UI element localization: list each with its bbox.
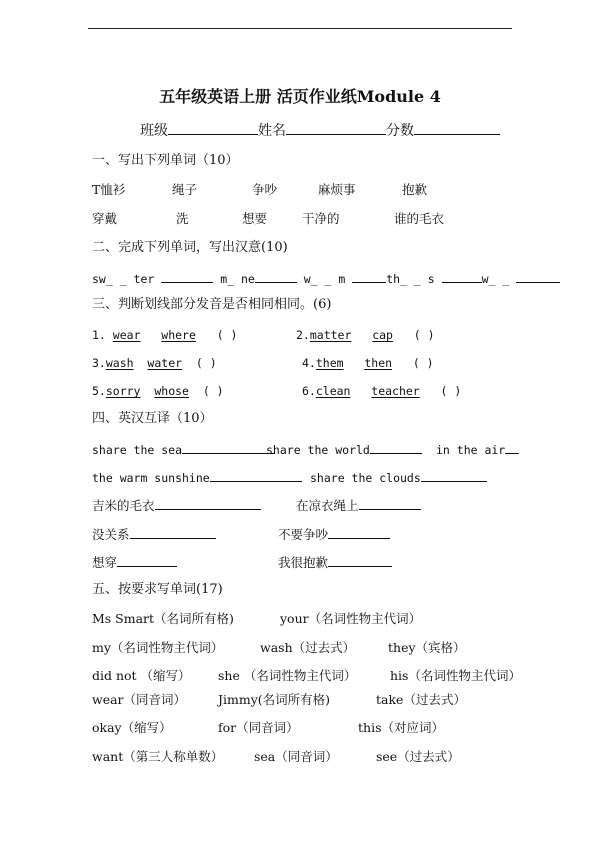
s3-answer[interactable]: ( ) bbox=[195, 356, 217, 370]
s3-num: 6. bbox=[302, 384, 316, 398]
s1-word: 想要 bbox=[242, 211, 268, 226]
s2-blank[interactable] bbox=[161, 270, 213, 283]
s5-item: they（宾格） bbox=[388, 640, 466, 655]
s1-word: T恤衫 bbox=[92, 182, 126, 197]
s1-word: 穿戴 bbox=[92, 211, 118, 226]
s2-blank[interactable] bbox=[352, 270, 386, 283]
info-line bbox=[140, 122, 500, 139]
class-label: 班级 bbox=[140, 123, 168, 139]
s1-word: 干净的 bbox=[302, 211, 340, 226]
s3-item bbox=[302, 383, 461, 399]
s4-text: share the world bbox=[266, 443, 370, 457]
s5-item: sea（同音词） bbox=[254, 749, 338, 764]
s3-answer[interactable]: ( ) bbox=[413, 328, 435, 342]
s4-text: 没关系 bbox=[92, 527, 130, 542]
s3-item bbox=[296, 327, 435, 343]
s3-item bbox=[302, 355, 434, 371]
s4-item bbox=[92, 497, 261, 514]
s2-item: sw_ _ ter bbox=[92, 272, 155, 286]
s5-item: okay（缩写） bbox=[92, 720, 172, 735]
s5-item: this（对应词） bbox=[358, 720, 444, 735]
s5-item: did not （缩写） bbox=[92, 668, 191, 683]
s3-word: sorry bbox=[105, 384, 141, 398]
s4-text: the warm sunshine bbox=[92, 471, 210, 485]
s4-item bbox=[92, 554, 177, 571]
s4-item bbox=[310, 469, 487, 486]
name-blank[interactable] bbox=[286, 122, 386, 135]
s4-blank[interactable] bbox=[117, 554, 177, 567]
top-rule bbox=[88, 28, 512, 29]
s5-item: my（名词性物主代词） bbox=[92, 640, 224, 655]
s1-word: 洗 bbox=[176, 211, 189, 226]
s4-blank[interactable] bbox=[505, 441, 519, 454]
section4-heading: 四、英汉互译（10） bbox=[92, 411, 213, 426]
s4-blank[interactable] bbox=[182, 441, 274, 454]
s3-num: 2. bbox=[296, 328, 310, 342]
s3-word: them bbox=[315, 356, 344, 370]
s2-items bbox=[92, 270, 560, 287]
s2-blank[interactable] bbox=[516, 270, 560, 283]
s3-answer[interactable]: ( ) bbox=[412, 356, 434, 370]
s5-item: Jimmy(名词所有格) bbox=[218, 692, 331, 707]
section3-heading: 三、判断划线部分发音是否相同相同。(6) bbox=[92, 297, 332, 312]
section5-heading: 五、按要求写单词(17) bbox=[92, 582, 223, 597]
section1-heading: 一、写出下列单词（10） bbox=[92, 153, 239, 168]
s3-answer[interactable]: ( ) bbox=[202, 384, 224, 398]
score-label: 分数 bbox=[386, 123, 414, 139]
s4-text: 我很抱歉 bbox=[278, 555, 329, 570]
s3-item bbox=[92, 383, 224, 399]
s5-item: she （名词性物主代词） bbox=[218, 668, 357, 683]
s4-blank[interactable] bbox=[155, 497, 261, 510]
s3-word: wear bbox=[112, 328, 141, 342]
s3-word: where bbox=[161, 328, 196, 342]
s4-item bbox=[436, 441, 519, 458]
s5-item: his（名词性物主代词） bbox=[390, 668, 521, 683]
class-blank[interactable] bbox=[168, 122, 258, 135]
s5-item: take（过去式） bbox=[376, 692, 466, 707]
s4-item bbox=[92, 469, 302, 486]
s1-word: 抱歉 bbox=[402, 182, 428, 197]
s2-blank[interactable] bbox=[442, 270, 482, 283]
s4-item bbox=[266, 441, 422, 458]
score-blank[interactable] bbox=[414, 122, 500, 135]
s1-word: 谁的毛衣 bbox=[394, 211, 445, 226]
s4-blank[interactable] bbox=[210, 469, 302, 482]
s4-text: 吉米的毛衣 bbox=[92, 498, 155, 513]
s4-blank[interactable] bbox=[328, 554, 392, 567]
s5-item: for（同音词） bbox=[218, 720, 299, 735]
s3-word: cap bbox=[372, 328, 393, 342]
s4-item bbox=[296, 497, 421, 514]
s5-item: wear（同音词） bbox=[92, 692, 187, 707]
s3-answer[interactable]: ( ) bbox=[216, 328, 238, 342]
s1-word: 绳子 bbox=[172, 182, 198, 197]
s3-word: whose bbox=[154, 384, 189, 398]
s3-item bbox=[92, 355, 217, 371]
s4-item bbox=[92, 441, 274, 458]
s4-item bbox=[278, 554, 392, 571]
s4-text: 想穿 bbox=[92, 555, 118, 570]
s4-blank[interactable] bbox=[421, 469, 487, 482]
name-label: 姓名 bbox=[258, 123, 286, 139]
page-title: 五年级英语上册 活页作业纸Module 4 bbox=[159, 87, 441, 106]
s4-blank[interactable] bbox=[370, 441, 422, 454]
s3-item bbox=[92, 327, 237, 343]
s1-word: 争吵 bbox=[252, 182, 278, 197]
s4-blank[interactable] bbox=[328, 526, 390, 539]
s5-item: Ms Smart（名词所有格) bbox=[92, 611, 234, 626]
s4-blank[interactable] bbox=[359, 497, 421, 510]
s2-blank[interactable] bbox=[255, 270, 297, 283]
s3-num: 5. bbox=[92, 384, 106, 398]
s1-word: 麻烦事 bbox=[318, 182, 356, 197]
s5-item: wash（过去式） bbox=[260, 640, 356, 655]
s2-item: w_ _ m bbox=[303, 272, 346, 286]
s5-item: see（过去式） bbox=[376, 749, 460, 764]
s3-num: 4. bbox=[302, 356, 316, 370]
s3-num: 1. bbox=[92, 328, 106, 342]
s3-num: 3. bbox=[92, 356, 106, 370]
s3-word: matter bbox=[309, 328, 352, 342]
s3-word: wash bbox=[105, 356, 134, 370]
s4-text: share the clouds bbox=[310, 471, 421, 485]
s4-text: 在凉衣绳上 bbox=[296, 498, 359, 513]
s2-item: m_ ne bbox=[220, 272, 255, 286]
s4-text: share the sea bbox=[92, 443, 183, 457]
s3-answer[interactable]: ( ) bbox=[440, 384, 462, 398]
section2-heading: 二、完成下列单词，写出汉意(10) bbox=[92, 240, 288, 255]
s4-text: 不要争吵 bbox=[278, 527, 329, 542]
s3-word: teacher bbox=[371, 384, 420, 398]
s3-word: clean bbox=[315, 384, 351, 398]
s4-text: in the air bbox=[436, 443, 506, 457]
s4-item bbox=[92, 526, 216, 543]
s5-item: want（第三人称单数） bbox=[92, 749, 224, 764]
s3-word: then bbox=[364, 356, 393, 370]
s4-item bbox=[278, 526, 390, 543]
s2-item: w_ _ bbox=[481, 272, 510, 286]
s3-word: water bbox=[147, 356, 183, 370]
s5-item: your（名词性物主代词） bbox=[280, 611, 422, 626]
s2-item: th_ _ s bbox=[386, 272, 435, 286]
s4-blank[interactable] bbox=[130, 526, 216, 539]
